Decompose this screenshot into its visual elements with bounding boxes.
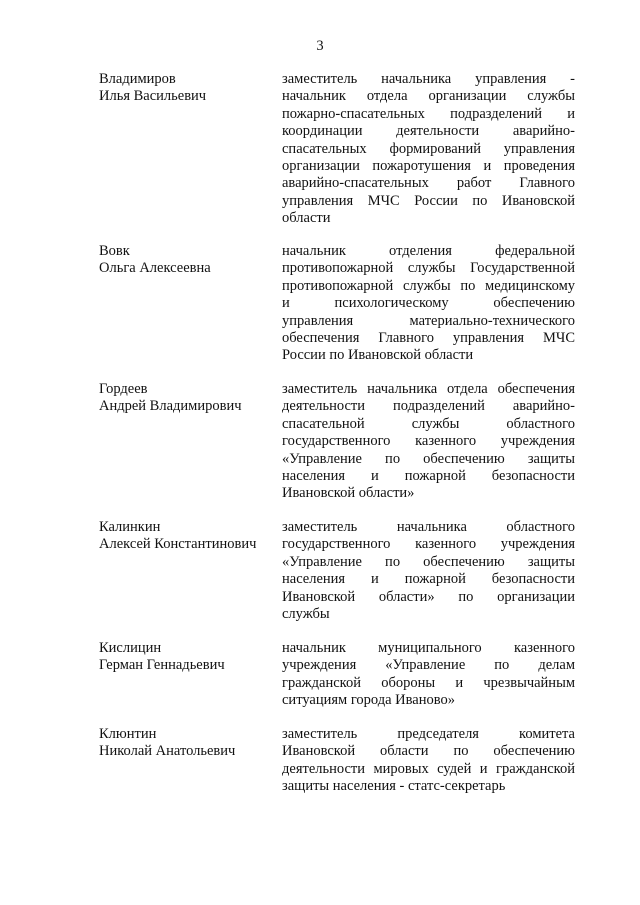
- position-line: «Управление по обеспечению защиты: [282, 450, 575, 467]
- member-name: [99, 519, 279, 554]
- position-line: аварийно-спасательных работ Главного: [282, 175, 575, 192]
- position-line: службы: [282, 606, 330, 623]
- member-position: [282, 726, 575, 796]
- position-line: заместитель начальника управления -: [282, 71, 575, 87]
- position-line: управления МЧС России по Ивановской: [282, 192, 575, 209]
- member-surname: Кислицин: [99, 640, 162, 656]
- position-line: Ивановской области по обеспечению: [282, 743, 575, 760]
- position-line: спасательных формирований управления: [282, 140, 575, 157]
- member-position: [282, 640, 575, 710]
- position-line: «Управление по обеспечению защиты: [282, 553, 575, 570]
- member-name: [99, 726, 279, 761]
- position-line: пожарно-спасательных подразделений и: [282, 105, 575, 122]
- position-line: защиты населения - статс-секретарь: [282, 778, 506, 795]
- position-line: деятельности мировых судей и гражданской: [282, 760, 575, 777]
- member-position: [282, 71, 575, 228]
- position-line: организации пожаротушения и проведения: [282, 158, 575, 175]
- member-given-name: Илья Васильевич: [99, 88, 207, 105]
- position-line: заместитель председателя комитета: [282, 726, 575, 742]
- position-line: начальник муниципального казенного: [282, 640, 575, 656]
- member-name: [99, 243, 279, 278]
- position-line: обеспечения Главного управления МЧС: [282, 330, 575, 347]
- position-line: государственного казенного учреждения: [282, 433, 575, 450]
- member-position: [282, 381, 575, 503]
- position-line: заместитель начальника областного: [282, 519, 575, 535]
- member-given-name: Андрей Владимирович: [99, 398, 242, 415]
- member-name: [99, 381, 279, 416]
- position-line: управления материально-технического: [282, 312, 575, 329]
- position-line: противопожарной службы по медицинскому: [282, 277, 575, 294]
- position-line: государственного казенного учреждения: [282, 536, 575, 553]
- member-surname: Гордеев: [99, 381, 148, 397]
- position-line: ситуациям города Иваново»: [282, 692, 456, 709]
- position-line: России по Ивановской области: [282, 347, 474, 364]
- position-line: гражданской обороны и чрезвычайным: [282, 674, 575, 691]
- member-given-name: Ольга Алексеевна: [99, 260, 211, 277]
- member-position: [282, 243, 575, 365]
- position-line: населения и пожарной безопасности: [282, 571, 575, 588]
- position-line: Ивановской области» по организации: [282, 588, 575, 605]
- member-given-name: Герман Геннадьевич: [99, 657, 225, 674]
- position-line: области: [282, 210, 331, 227]
- member-position: [282, 519, 575, 623]
- member-surname: Калинкин: [99, 519, 161, 535]
- position-line: начальник отделения федеральной: [282, 243, 575, 259]
- position-line: спасательной службы областного: [282, 415, 575, 432]
- position-line: учреждения «Управление по делам: [282, 657, 575, 674]
- member-given-name: Алексей Константинович: [99, 536, 257, 553]
- position-line: населения и пожарной безопасности: [282, 468, 575, 485]
- position-line: Ивановской области»: [282, 485, 415, 502]
- position-line: противопожарной службы Государственной: [282, 260, 575, 277]
- member-surname: Вовк: [99, 243, 130, 259]
- member-name: [99, 71, 279, 106]
- position-line: начальник отдела организации службы: [282, 88, 575, 105]
- position-line: деятельности подразделений аварийно-: [282, 398, 575, 415]
- member-name: [99, 640, 279, 675]
- page-number: 3: [316, 38, 324, 54]
- member-given-name: Николай Анатольевич: [99, 743, 236, 760]
- member-surname: Клюнтин: [99, 726, 157, 742]
- member-surname: Владимиров: [99, 71, 176, 87]
- position-line: и психологическому обеспечению: [282, 295, 575, 312]
- position-line: координации деятельности аварийно-: [282, 123, 575, 140]
- position-line: заместитель начальника отдела обеспечения: [282, 381, 575, 397]
